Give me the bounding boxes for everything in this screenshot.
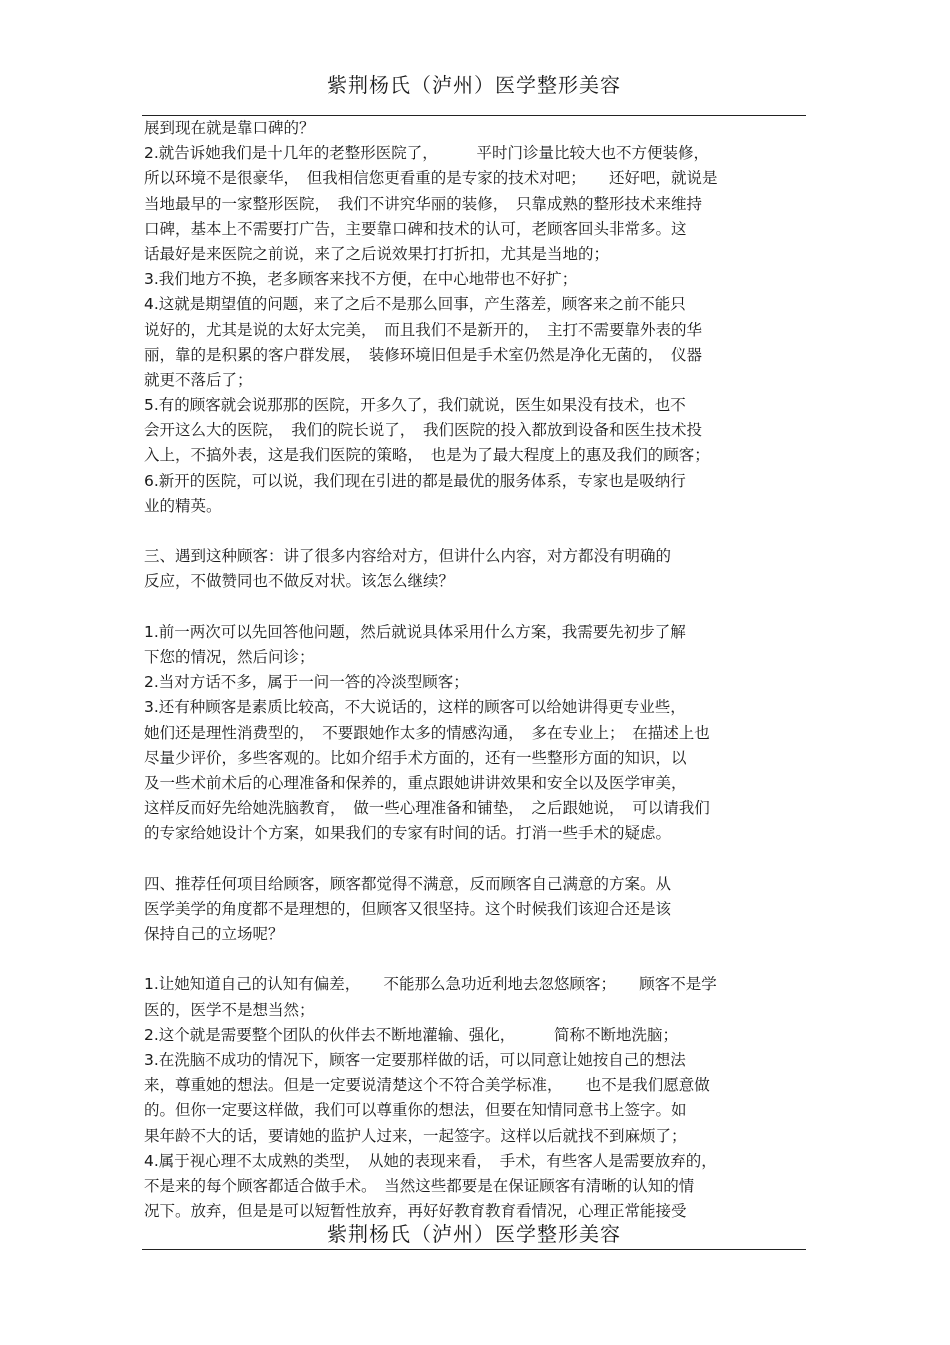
text-line: 况下。放弃，但是是可以短暂性放弃，再好好教育教育看情况，心理正常能接受: [144, 1202, 687, 1221]
text-line: 6.新开的医院，可以说，我们现在引进的都是最优的服务体系，专家也是吸纳行: [144, 471, 686, 490]
text-line: 三、遇到这种顾客：讲了很多内容给对方，但讲什么内容，对方都没有明确的: [144, 547, 672, 566]
text-line: 1.前一两次可以先回答他问题，然后就说具体采用什么方案，我需要先初步了解: [144, 622, 686, 641]
text-line: 1.让她知道自己的认知有偏差， 不能那么急功近利地去忽悠顾客； 顾客不是学: [144, 975, 717, 994]
text-line: 3.还有种顾客是素质比较高，不大说话的，这样的顾客可以给她讲得更专业些，: [144, 698, 686, 717]
text-line: 不是来的每个顾客都适合做手术。 当然这些都要是在保证顾客有清晰的认知的情: [144, 1176, 695, 1195]
text-line: 说好的，尤其是说的太好太完美， 而且我们不是新开的， 主打不需要靠外表的华: [144, 320, 703, 339]
text-line: 展到现在就是靠口碑的？: [144, 119, 315, 137]
text-line: 丽，靠的是积累的客户群发展， 装修环境旧但是手术室仍然是净化无菌的， 仪器: [144, 345, 703, 364]
footer-rule: [142, 1249, 806, 1250]
text-line: 5.有的顾客就会说那那的医院，开多久了，我们就说，医生如果没有技术，也不: [144, 396, 686, 415]
page-footer-title: 紫荆杨氏（泸州）医学整形美容: [327, 1222, 621, 1246]
text-line: 保持自己的立场呢？: [144, 925, 284, 943]
paragraph-gap: [144, 846, 808, 871]
text-line: 尽量少评价，多些客观的。比如介绍手术方面的，还有一些整形方面的知识，以: [144, 748, 687, 767]
text-line: 3.在洗脑不成功的情况下，顾客一定要那样做的话，可以同意让她按自己的想法: [144, 1050, 686, 1069]
text-line: 这样反而好先给她洗脑教育， 做一些心理准备和铺垫， 之后跟她说， 可以请我们: [144, 799, 710, 818]
text-line: 医学美学的角度都不是理想的，但顾客又很坚持。这个时候我们该迎合还是该: [144, 899, 672, 918]
text-line: 她们还是理性消费型的， 不要跟她作太多的情感沟通， 多在专业上； 在描述上也: [144, 723, 710, 742]
text-line: 所以环境不是很豪华， 但我相信您更看重的是专家的技术对吧； 还好吧，就说是: [144, 169, 718, 188]
paragraph-gap: [144, 519, 808, 544]
text-line: 及一些术前术后的心理准备和保养的，重点跟她讲讲效果和安全以及医学审美，: [144, 773, 687, 792]
text-line: 业的精英。: [144, 496, 222, 515]
text-line: 的专家给她设计个方案，如果我们的专家有时间的话。打消一些手术的疑虑。: [144, 824, 672, 843]
text-line: 入上，不搞外表，这是我们医院的策略， 也是为了最大程度上的惠及我们的顾客；: [144, 446, 710, 465]
paragraph: [144, 972, 808, 1224]
text-line: 2.这个就是需要整个团队的伙伴去不断地灌输、强化， 简称不断地洗脑；: [144, 1025, 679, 1044]
text-line: 下您的情况，然后问诊；: [144, 647, 315, 666]
text-line: 医的，医学不是想当然；: [144, 1000, 315, 1019]
text-line: 四、推荐任何项目给顾客，顾客都觉得不满意，反而顾客自己满意的方案。从: [144, 874, 672, 893]
text-line: 果年龄不大的话，要请她的监护人过来，一起签字。这样以后就找不到麻烦了；: [144, 1126, 687, 1145]
text-line: 会开这么大的医院， 我们的院长说了， 我们医院的投入都放到设备和医生技术投: [144, 421, 703, 440]
text-line: 口碑，基本上不需要打广告，主要靠口碑和技术的认可，老顾客回头非常多。这: [144, 219, 687, 238]
page-header-title: 紫荆杨氏（泸州）医学整形美容: [327, 73, 621, 97]
paragraph: [144, 116, 808, 519]
text-line: 2.当对方话不多，属于一问一答的冷淡型顾客；: [144, 673, 469, 692]
text-line: 4.这就是期望值的问题，来了之后不是那么回事，产生落差，顾客来之前不能只: [144, 295, 686, 314]
paragraph: [144, 544, 808, 594]
text-line: 来，尊重她的想法。但是一定要说清楚这个不符合美学标准， 也不是我们愿意做: [144, 1076, 710, 1095]
text-line: 话最好是来医院之前说，来了之后说效果打打折扣，尤其是当地的；: [144, 244, 610, 263]
text-line: 3.我们地方不换，老多顾客来找不方便，在中心地带也不好扩；: [144, 270, 578, 289]
paragraph-gap: [144, 947, 808, 972]
paragraph: [144, 872, 808, 948]
text-line: 2.就告诉她我们是十几年的老整形医院了， 平时门诊量比较大也不方便装修，: [144, 144, 710, 163]
text-line: 4.属于视心理不太成熟的类型， 从她的表现来看， 手术，有些客人是需要放弃的，: [144, 1151, 717, 1170]
text-line: 当地最早的一家整形医院， 我们不讲究华丽的装修， 只靠成熟的整形技术来维持: [144, 194, 703, 213]
document-body: [144, 116, 808, 1224]
text-line: 反应，不做赞同也不做反对状。该怎么继续？: [144, 572, 455, 591]
paragraph: [144, 620, 808, 847]
text-line: 的。但你一定要这样做，我们可以尊重你的想法，但要在知情同意书上签字。如: [144, 1101, 687, 1120]
text-line: 就更不落后了；: [144, 370, 253, 389]
paragraph-gap: [144, 595, 808, 620]
